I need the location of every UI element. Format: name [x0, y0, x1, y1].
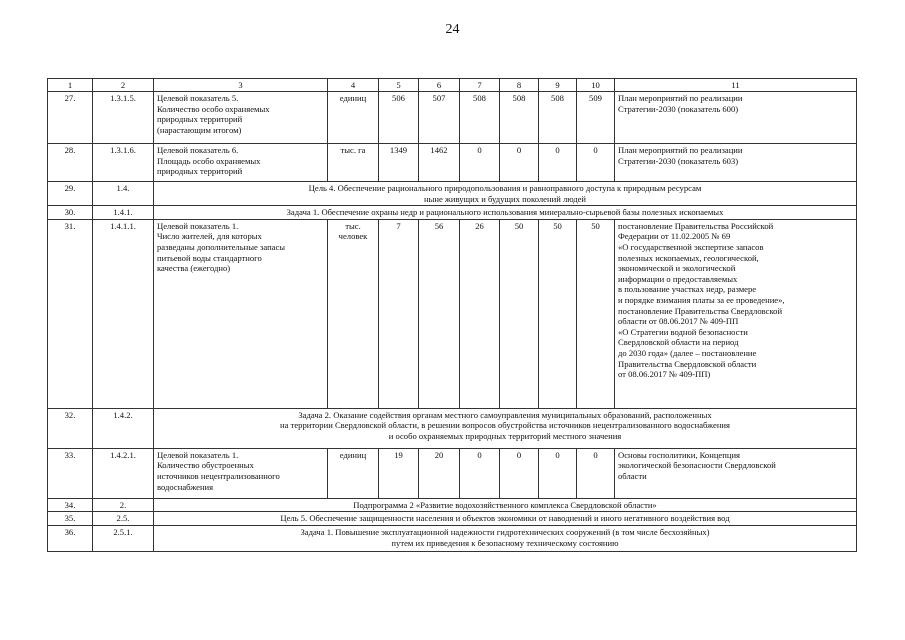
table-row [48, 408, 857, 448]
value-cell: 508 [500, 92, 539, 144]
value-cell: 50 [539, 219, 577, 408]
value-cell: 509 [577, 92, 615, 144]
indicators-table [47, 78, 857, 552]
source-document-cell-line: «О государственной экспертизе запасов [618, 241, 764, 252]
source-document-cell-line: информации о предоставляемых [618, 273, 738, 284]
unit-cell-line: человек [338, 231, 368, 242]
unit-cell [328, 448, 379, 498]
merged-heading-cell-line: и особо охраняемых природных территорий местного значения [388, 430, 622, 441]
merged-heading-cell-line: на территории Свердловской области, в решении вопросов обустройства источников нецентрализованного водоснабжения [280, 420, 730, 431]
source-document-cell [615, 92, 857, 144]
header-cell: 11 [615, 79, 857, 92]
source-document-cell-line: до 2030 года» (далее – постановление [618, 347, 757, 358]
row-code-cell: 2.5.1. [93, 525, 154, 551]
source-document-cell-line: области от 08.06.2017 № 409-ПП [618, 316, 739, 327]
source-document-cell-line: постановление Правительства Российской [618, 220, 774, 231]
merged-heading-cell [154, 525, 857, 551]
indicator-name-cell [154, 92, 328, 144]
value-cell: 0 [500, 448, 539, 498]
table-row [48, 206, 857, 220]
row-code-cell: 1.4. [93, 182, 154, 206]
value-cell: 1349 [379, 144, 419, 182]
value-cell: 19 [379, 448, 419, 498]
merged-heading-cell-line: Задача 2. Оказание содействия органам местного самоуправления муниципальных образований, расположенных [298, 409, 712, 420]
merged-heading-cell [154, 182, 857, 206]
value-cell: 0 [539, 448, 577, 498]
source-document-cell-line: План мероприятий по реализации [618, 145, 743, 155]
source-document-cell-line: экономической и экологической [618, 263, 736, 274]
row-number-cell: 28. [48, 144, 93, 182]
value-cell: 0 [460, 448, 500, 498]
indicator-name-cell-line: водоснабжения [157, 481, 214, 492]
value-cell: 50 [577, 219, 615, 408]
row-code-cell: 1.3.1.6. [93, 144, 154, 182]
table-row [48, 448, 857, 498]
source-document-cell-line: экологической безопасности Свердловской [618, 460, 776, 471]
row-number-cell: 33. [48, 448, 93, 498]
row-code-cell: 1.4.1.1. [93, 219, 154, 408]
row-code-cell: 2.5. [93, 512, 154, 526]
merged-heading-cell [154, 206, 857, 220]
value-cell: 508 [539, 92, 577, 144]
table-row [48, 144, 857, 182]
row-code-cell: 1.3.1.5. [93, 92, 154, 144]
value-cell: 508 [460, 92, 500, 144]
source-document-cell-line: в пользование участках недр, размере [618, 284, 757, 295]
header-cell: 2 [93, 79, 154, 92]
indicator-name-cell-line: Целевой показатель 6. [157, 145, 239, 155]
source-document-cell-line: Стратегии-2030 (показатель 600) [618, 103, 739, 114]
row-code-cell: 1.4.2.1. [93, 448, 154, 498]
value-cell: 56 [419, 219, 460, 408]
table-row [48, 525, 857, 551]
source-document-cell [615, 448, 857, 498]
unit-cell-line: тыс. га [340, 145, 366, 155]
table-row [48, 92, 857, 144]
row-code-cell: 1.4.2. [93, 408, 154, 448]
source-document-cell-line: Стратегии-2030 (показатель 603) [618, 155, 739, 166]
source-document-cell-line: от 08.06.2017 № 409-ПП) [618, 369, 711, 380]
source-document-cell-line: Основы госполитики, Концепция [618, 449, 740, 460]
header-cell: 10 [577, 79, 615, 92]
unit-cell-line: тыс. [345, 220, 361, 231]
value-cell: 26 [460, 219, 500, 408]
value-cell: 0 [460, 144, 500, 182]
merged-heading-cell-line: Подпрограмма 2 «Развитие водохозяйственного комплекса Свердловской области» [353, 499, 657, 510]
header-cell: 8 [500, 79, 539, 92]
row-number-cell: 27. [48, 92, 93, 144]
source-document-cell-line: План мероприятий по реализации [618, 93, 743, 103]
value-cell: 0 [577, 448, 615, 498]
indicator-name-cell-line: Число жителей, для которых [157, 231, 262, 242]
indicator-name-cell-line: питьевой воды стандартного [157, 252, 262, 263]
header-cell: 3 [154, 79, 328, 92]
value-cell: 507 [419, 92, 460, 144]
column-number-row [48, 79, 857, 92]
indicator-name-cell-line: качества (ежегодно) [157, 263, 231, 274]
indicator-name-cell-line: разведаны дополнительные запасы [157, 241, 286, 252]
source-document-cell-line: Свердловской области на период [618, 337, 739, 348]
merged-heading-cell [154, 408, 857, 448]
row-number-cell: 32. [48, 408, 93, 448]
source-document-cell [615, 219, 857, 408]
row-number-cell: 36. [48, 525, 93, 551]
indicator-name-cell-line: Целевой показатель 1. [157, 220, 239, 231]
indicator-name-cell-line: Количество особо охраняемых [157, 103, 270, 114]
header-cell: 7 [460, 79, 500, 92]
header-cell: 4 [328, 79, 379, 92]
source-document-cell-line: Федерации от 11.02.2005 № 69 [618, 231, 731, 242]
value-cell: 1462 [419, 144, 460, 182]
value-cell: 50 [500, 219, 539, 408]
table-row [48, 512, 857, 526]
row-code-cell: 2. [93, 498, 154, 512]
indicator-name-cell-line: Количество обустроенных [157, 460, 254, 471]
merged-heading-cell-line: Задача 1. Обеспечение охраны недр и рационального использования минерально-сырьевой базы полезных ископаемых [286, 207, 724, 218]
unit-cell-line: единиц [339, 449, 367, 460]
merged-heading-cell [154, 512, 857, 526]
indicator-name-cell-line: источников нецентрализованного [157, 470, 280, 481]
unit-cell-line: единиц [339, 93, 367, 103]
value-cell: 0 [577, 144, 615, 182]
indicator-name-cell [154, 144, 328, 182]
value-cell: 20 [419, 448, 460, 498]
indicator-name-cell-line: природных территорий [157, 114, 243, 125]
source-document-cell [615, 144, 857, 182]
row-number-cell: 30. [48, 206, 93, 220]
indicator-name-cell-line: Целевой показатель 1. [157, 449, 239, 460]
source-document-cell-line: и порядке взимания платы за ее проведение», [618, 294, 785, 305]
merged-heading-cell-line: Цель 4. Обеспечение рационального природопользования и равноправного доступа к природным ресурсам [308, 183, 702, 193]
unit-cell [328, 219, 379, 408]
merged-heading-cell-line: ныне живущих и будущих поколений людей [424, 193, 586, 204]
source-document-cell-line: Правительства Свердловской области [618, 358, 757, 369]
header-cell: 1 [48, 79, 93, 92]
header-cell: 5 [379, 79, 419, 92]
merged-heading-cell-line: Цель 5. Обеспечение защищенности населения и объектов экономики от наводнений и иного негативного воздействия вод [280, 513, 730, 524]
row-number-cell: 29. [48, 182, 93, 206]
row-number-cell: 31. [48, 219, 93, 408]
header-cell: 6 [419, 79, 460, 92]
indicator-name-cell [154, 219, 328, 408]
row-number-cell: 34. [48, 498, 93, 512]
merged-heading-cell-line: путем их приведения к безопасному техническому состоянию [391, 537, 619, 548]
value-cell: 7 [379, 219, 419, 408]
row-code-cell: 1.4.1. [93, 206, 154, 220]
page-number: 24 [445, 22, 460, 37]
merged-heading-cell [154, 498, 857, 512]
indicator-name-cell-line: Целевой показатель 5. [157, 93, 239, 103]
header-cell: 9 [539, 79, 577, 92]
source-document-cell-line: полезных ископаемых, геологической, [618, 252, 759, 263]
source-document-cell-line: «О Стратегии водной безопасности [618, 326, 748, 337]
merged-heading-cell-line: Задача 1. Повышение эксплуатационной надежности гидротехнических сооружений (в том числе бесхозяйных) [300, 526, 710, 537]
row-number-cell: 35. [48, 512, 93, 526]
unit-cell [328, 144, 379, 182]
unit-cell [328, 92, 379, 144]
value-cell: 0 [500, 144, 539, 182]
value-cell: 506 [379, 92, 419, 144]
source-document-cell-line: постановление Правительства Свердловской [618, 305, 783, 316]
table-row [48, 498, 857, 512]
source-document-cell-line: области [618, 470, 647, 481]
table-row [48, 219, 857, 408]
indicator-name-cell [154, 448, 328, 498]
table-row [48, 182, 857, 206]
indicator-name-cell-line: (нарастающим итогом) [157, 124, 242, 135]
value-cell: 0 [539, 144, 577, 182]
indicator-name-cell-line: Площадь особо охраняемых [157, 155, 261, 166]
indicator-name-cell-line: природных территорий [157, 166, 243, 177]
